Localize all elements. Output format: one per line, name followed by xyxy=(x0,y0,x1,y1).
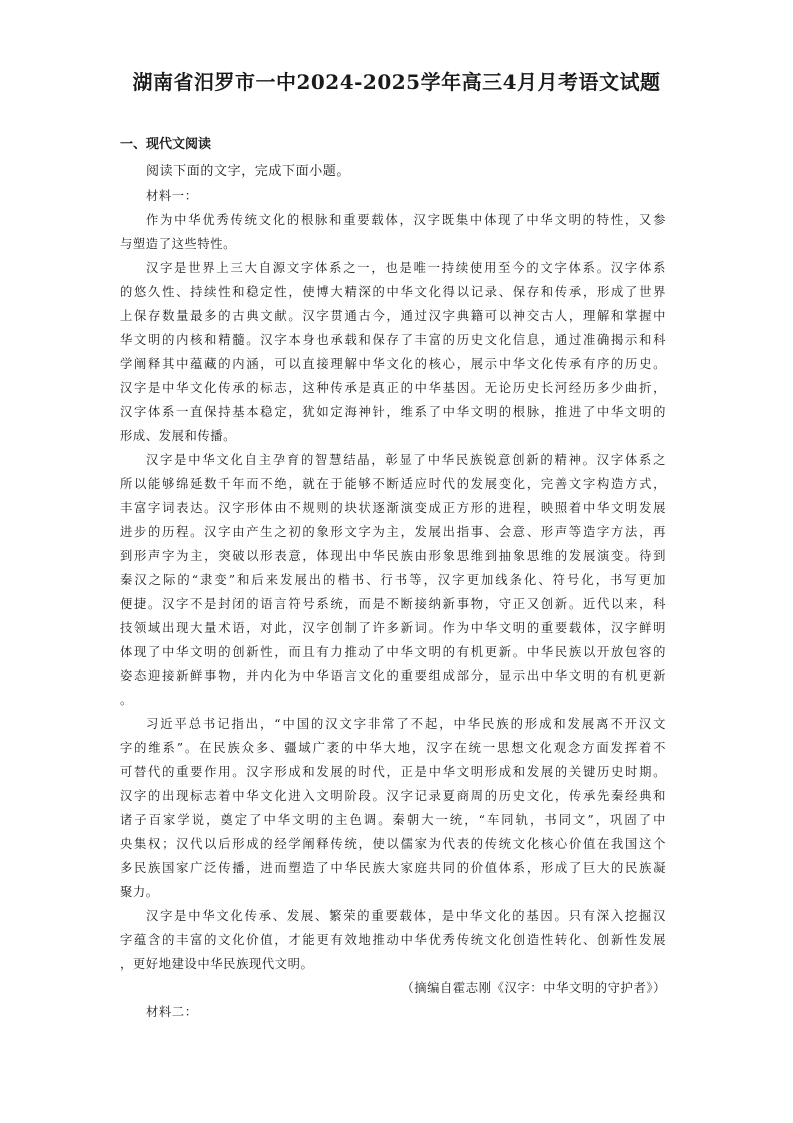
text-line: 聚力。 xyxy=(120,885,159,899)
text-line: 便捷。汉字不是封闭的语言符号系统，而是不断接纳新事物，守正又创新。近代以来，科 xyxy=(120,597,666,611)
text-line: 字的维系”。在民族众多、疆域广袤的中华大地，汉字在统一思想文化观念方面发挥着不 xyxy=(120,741,666,755)
text-line: 华文明的内核和精髓。汉字本身也承载和保存了丰富的历史文化信息，通过准确揭示和科 xyxy=(120,333,666,347)
passage-body xyxy=(120,160,666,1024)
text-line: 技领域出现大量术语，对此，汉字创制了许多新词。作为中华文明的重要载体，汉字鲜明 xyxy=(120,621,666,635)
text-line: 汉字体系一直保持基本稳定，犹如定海神针，维系了中华文明的根脉，推进了中华文明的 xyxy=(120,405,666,419)
text-line: 到形声字为主，突破以形表意，体现出中华民族由形象思维到抽象思维的发展演变。待到 xyxy=(120,549,666,563)
text-line: 材料一： xyxy=(146,189,198,203)
text-line: 学阐释其中蕴藏的内涵，可以直接理解中华文化的核心，展示中华文化传承有序的历史。 xyxy=(120,357,666,371)
text-line: 汉字的出现标志着中华文化进入文明阶段。汉字记录夏商周的历史文化，传承先秦经典和 xyxy=(120,789,666,803)
section-heading: 一、现代文阅读 xyxy=(120,137,212,152)
page-title: 湖南省汨罗市一中2024-2025学年高三4月月考语文试题 xyxy=(132,70,661,94)
text-line: 汉字是世界上三大自源文字体系之一，也是唯一持续使用至今的文字体系。汉字体系 xyxy=(146,261,666,275)
text-line: 多民族国家广泛传播，进而塑造了中华民族大家庭共同的价值体系，形成了巨大的民族凝 xyxy=(120,861,666,875)
text-line: 阅读下面的文字，完成下面小题。 xyxy=(146,164,351,179)
text-line: 的悠久性、持续性和稳定性，使博大精深的中华文化得以记录、保存和传承，形成了世界 xyxy=(120,285,666,299)
text-line: 汉字是中华文化传承的标志，这种传承是真正的中华基因。无论历史长河经历多少曲折， xyxy=(120,381,666,395)
text-line: 秦汉之际的“隶变”和后来发展出的楷书、行书等，汉字更加线条化、符号化，书写更加 xyxy=(120,573,666,587)
text-line: 诸子百家学说，奠定了中华文明的主色调。秦朝大一统，“车同轨，书同文”，巩固了中 xyxy=(120,813,666,827)
text-line: 丰富字词表达。汉字形体由不规则的块状逐渐演变成正方形的进程，映照着中华文明发展 xyxy=(120,501,666,515)
text-line: 所以能够绵延数千年而不绝，就在于能够不断适应时代的发展变化，完善文字构造方式， xyxy=(120,477,666,491)
text-line: 。 xyxy=(120,693,133,707)
text-line: 作为中华优秀传统文化的根脉和重要载体，汉字既集中体现了中华文明的特性，又参 xyxy=(146,213,666,227)
text-line: 字蕴含的丰富的文化价值，才能更有效地推动中华优秀传统文化创造性转化、创新性发展 xyxy=(120,933,666,947)
text-line: 与塑造了这些特性。 xyxy=(120,237,237,251)
text-line: 央集权；汉代以后形成的经学阐释传统，使以儒家为代表的传统文化核心价值在我国这个 xyxy=(120,837,666,851)
text-line: 材料二： xyxy=(146,1005,198,1019)
text-line: 上保存数量最多的古典文献。汉字贯通古今，通过汉字典籍可以神交古人，理解和掌握中 xyxy=(120,309,666,323)
text-line: 习近平总书记指出，“中国的汉文字非常了不起，中华民族的形成和发展离不开汉文 xyxy=(146,717,666,731)
text-line: ，更好地建设中华民族现代文明。 xyxy=(120,957,314,971)
text-line: 姿态迎接新鲜事物，并内化为中华语言文化的重要组成部分，显示出中华文明的有机更新 xyxy=(120,669,666,683)
text-line: 可替代的重要作用。汉字形成和发展的时代，正是中华文明形成和发展的关键历史时期。 xyxy=(120,765,666,779)
text-line: 汉字是中华文化自主孕育的智慧结晶，彰显了中华民族锐意创新的精神。汉字体系之 xyxy=(146,453,666,467)
text-line: 进步的历程。汉字由产生之初的象形文字为主，发展出指事、会意、形声等造字方法，再 xyxy=(120,525,666,539)
text-line: 体现了中华文明的创新性，而且有力推动了中华文明的有机更新。中华民族以开放包容的 xyxy=(120,645,666,659)
text-line: （摘编自霍志刚《汉字：中华文明的守护者》） xyxy=(401,981,666,995)
text-line: 形成、发展和传播。 xyxy=(120,429,237,443)
text-line: 汉字是中华文化传承、发展、繁荣的重要载体，是中华文化的基因。只有深入挖掘汉 xyxy=(146,909,666,923)
